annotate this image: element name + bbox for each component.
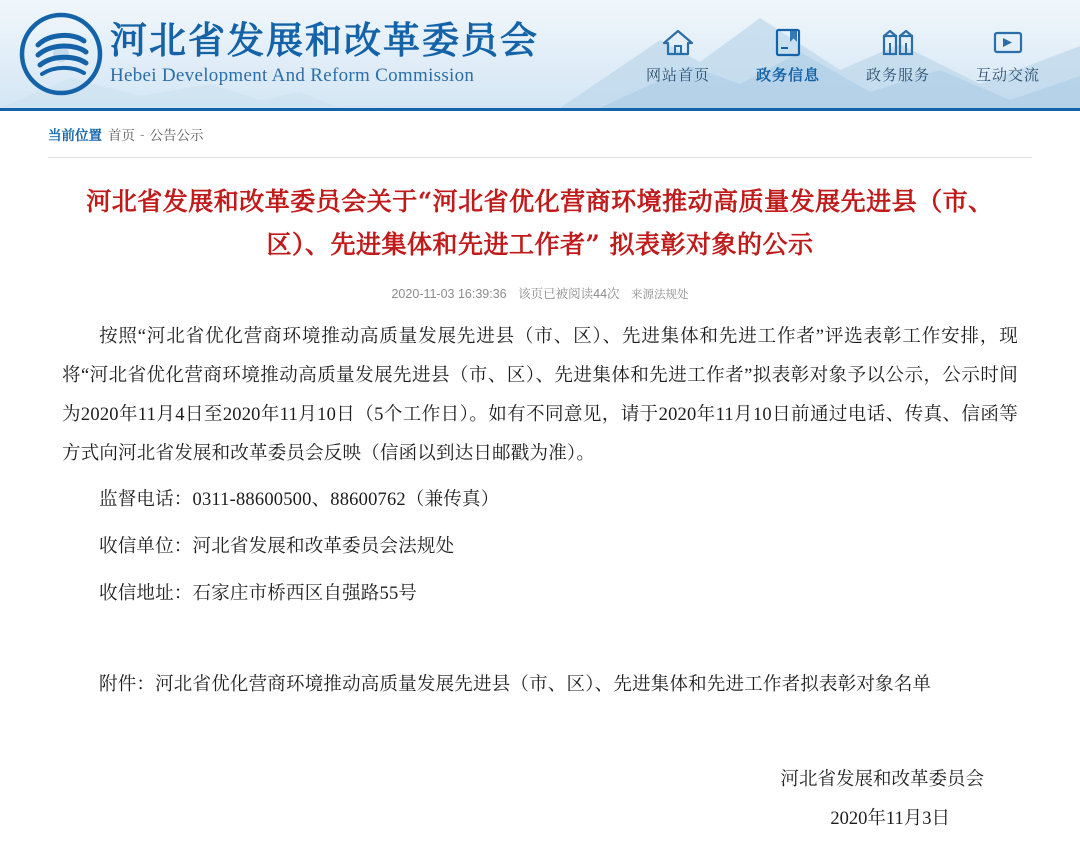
- article-meta: [62, 284, 1018, 302]
- book-icon: [750, 24, 826, 60]
- site-header: [0, 0, 1080, 111]
- services-icon: [860, 24, 936, 60]
- nav-label-government-info: 政务信息: [755, 66, 820, 84]
- hebei-ndrc-emblem-icon: [18, 11, 104, 97]
- supervision-phone-line: 监督电话：0311-88600500、88600762（兼传真）: [99, 490, 500, 511]
- breadcrumb-separator: -: [140, 126, 145, 142]
- nav-item-government-services[interactable]: [860, 24, 936, 85]
- breadcrumb: [48, 111, 1032, 158]
- signature-block: [62, 761, 1018, 839]
- interaction-icon: [970, 24, 1046, 60]
- attachment-line[interactable]: 附件：河北省优化营商环境推动高质量发展先进县（市、区）、先进集体和先进工作者拟表彰对象名单: [99, 674, 932, 695]
- article-body: [62, 318, 1018, 705]
- breadcrumb-item-home[interactable]: 首页: [108, 128, 135, 143]
- page-content: [0, 111, 1080, 838]
- nav-label-government-services: 政务服务: [865, 66, 930, 84]
- recipient-unit-line: 收信单位：河北省发展和改革委员会法规处: [99, 537, 455, 558]
- nav-label-home: 网站首页: [645, 66, 710, 84]
- site-logo[interactable]: [18, 11, 104, 97]
- nav-label-interaction: 互动交流: [975, 66, 1040, 84]
- article-source: 来源法规处: [631, 289, 689, 301]
- page-title: 河北省发展和改革委员会关于“河北省优化营商环境推动高质量发展先进县（市、区）、先进集体和先进工作者” 拟表彰对象的公示: [86, 187, 994, 259]
- breadcrumb-label: 当前位置: [48, 128, 102, 143]
- publish-date: 2020-11-03 16:39:36: [391, 287, 507, 301]
- nav-item-government-info[interactable]: [750, 24, 826, 85]
- home-icon: [640, 24, 716, 60]
- nav-item-interaction[interactable]: [970, 24, 1046, 85]
- brand-block: [110, 19, 539, 88]
- breadcrumb-item-announcements[interactable]: 公告公示: [149, 128, 204, 143]
- article: [48, 158, 1032, 838]
- read-count: 该页已被阅读44次: [518, 287, 620, 301]
- brand-title-en: Hebei Development And Reform Commission: [110, 64, 475, 86]
- recipient-address-line: 收信地址：石家庄市桥西区自强路55号: [99, 584, 418, 605]
- brand-title-cn: 河北省发展和改革委员会: [110, 18, 539, 63]
- signature-date: 2020年11月3日: [830, 808, 950, 829]
- nav-item-home[interactable]: [640, 24, 716, 85]
- main-nav: [640, 24, 1056, 85]
- signature-organization: 河北省发展和改革委员会: [780, 769, 984, 790]
- article-paragraph-main: 按照“河北省优化营商环境推动高质量发展先进县（市、区）、先进集体和先进工作者”评选表彰工作安排，现将“河北省优化营商环境推动高质量发展先进县（市、区）、先进集体和先进工作者”拟表彰对象予以公示，公示时间为2020年11月4日至2020年11月10日（5个工作日）。如有不同意见，请于2020年11月10日前通过电话、传真、信函等方式向河北省发展和改革委员会反映（信函以到达日邮戳为准）。: [62, 327, 1018, 464]
